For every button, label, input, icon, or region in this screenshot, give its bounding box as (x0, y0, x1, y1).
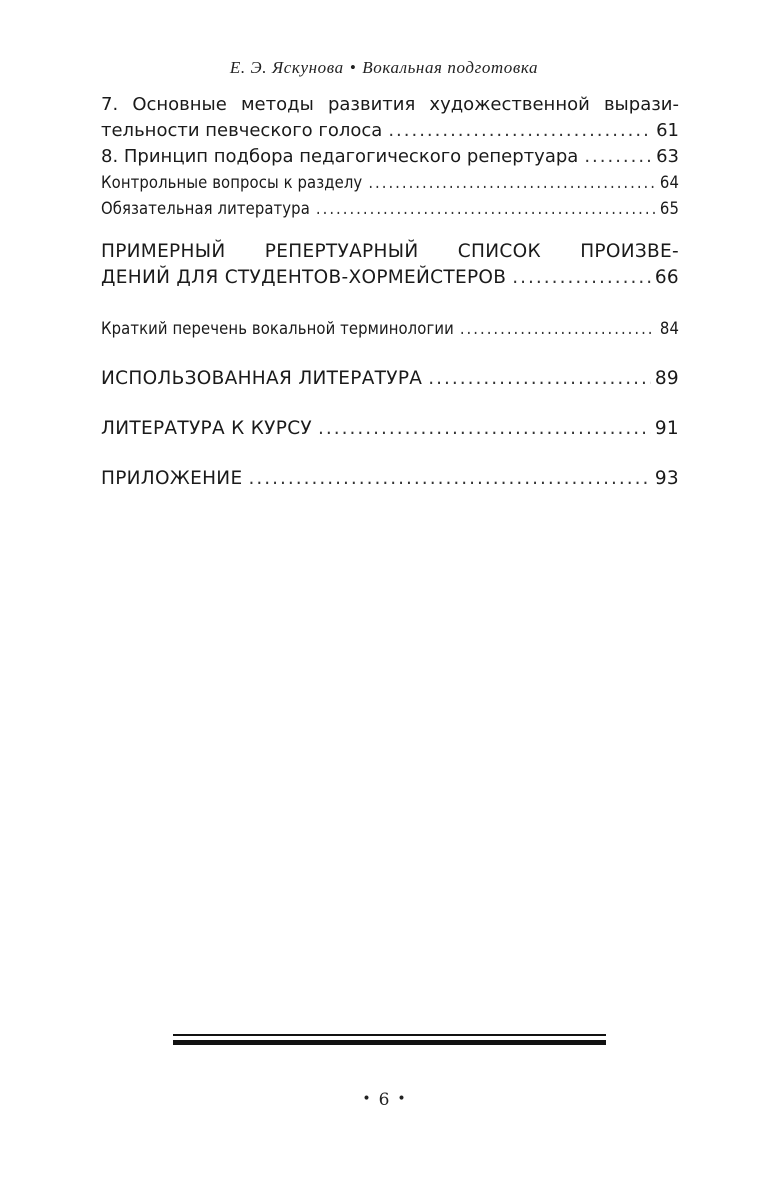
footer-rule-thick (173, 1040, 606, 1045)
toc-entry-8-title: 8. Принцип подбора педагогического репертуара (101, 146, 579, 167)
toc-entry-used-literature[interactable] (101, 366, 679, 392)
toc-entry-8[interactable] (101, 144, 679, 170)
dot-leader (248, 466, 650, 492)
header-author: Е. Э. Яскунова (229, 58, 344, 77)
toc-entry-control-questions[interactable] (101, 170, 679, 196)
page-number-value: 6 (378, 1090, 390, 1110)
dot-leader (512, 265, 651, 291)
page-number (0, 1090, 768, 1110)
toc-course-literature-title: ЛИТЕРАТУРА К КУРСУ (101, 417, 312, 439)
toc-entry-terminology[interactable] (101, 316, 679, 342)
header-title: Вокальная подготовка (362, 58, 539, 77)
toc-entry-8-page: 63 (656, 146, 679, 167)
toc-used-literature-title: ИСПОЛЬЗОВАННАЯ ЛИТЕРАТУРА (101, 367, 423, 389)
bullet-right: • (397, 1091, 406, 1107)
toc-appendix-title: ПРИЛОЖЕНИЕ (101, 467, 243, 489)
dot-leader (428, 366, 651, 392)
toc-entry-7-line1: 7. Основные методы развития художественной вырази- (101, 94, 679, 115)
toc-terminology-page: 84 (659, 319, 679, 338)
dot-leader (388, 118, 652, 144)
toc-entry-7-line2: тельности певческого голоса (101, 120, 383, 141)
toc-course-literature-page: 91 (654, 417, 679, 439)
toc-entry-course-literature[interactable] (101, 416, 679, 442)
toc-entry-7[interactable] (101, 92, 679, 144)
header-separator: • (349, 58, 357, 77)
toc-used-literature-page: 89 (654, 367, 679, 389)
dot-leader (460, 316, 656, 342)
toc-entry-repertoire-list[interactable] (101, 239, 679, 291)
toc-control-questions-title: Контрольные вопросы к разделу (101, 173, 363, 192)
toc-terminology-title: Краткий перечень вокальной терминологии (101, 319, 454, 338)
toc-entry-appendix[interactable] (101, 466, 679, 492)
toc-required-literature-page: 65 (659, 198, 679, 218)
running-header (0, 58, 768, 78)
toc-appendix-page: 93 (654, 467, 679, 489)
dot-leader (368, 170, 656, 196)
toc-repertoire-list-line2: ДЕНИЙ ДЛЯ СТУДЕНТОВ-ХОРМЕЙСТЕРОВ (101, 267, 507, 288)
table-of-contents (101, 92, 679, 492)
toc-repertoire-list-page: 66 (654, 267, 679, 288)
toc-control-questions-page: 64 (659, 173, 679, 192)
toc-required-literature-title: Обязательная литература (101, 198, 310, 218)
toc-entry-7-page: 61 (656, 120, 679, 141)
toc-repertoire-list-line1: ПРИМЕРНЫЙ РЕПЕРТУАРНЫЙ СПИСОК ПРОИЗВЕ- (101, 241, 679, 262)
dot-leader (318, 416, 651, 442)
bullet-left: • (362, 1091, 371, 1107)
dot-leader (584, 144, 652, 170)
toc-entry-required-literature[interactable] (101, 196, 679, 222)
dot-leader (316, 196, 656, 222)
footer-rule-thin (173, 1034, 606, 1036)
